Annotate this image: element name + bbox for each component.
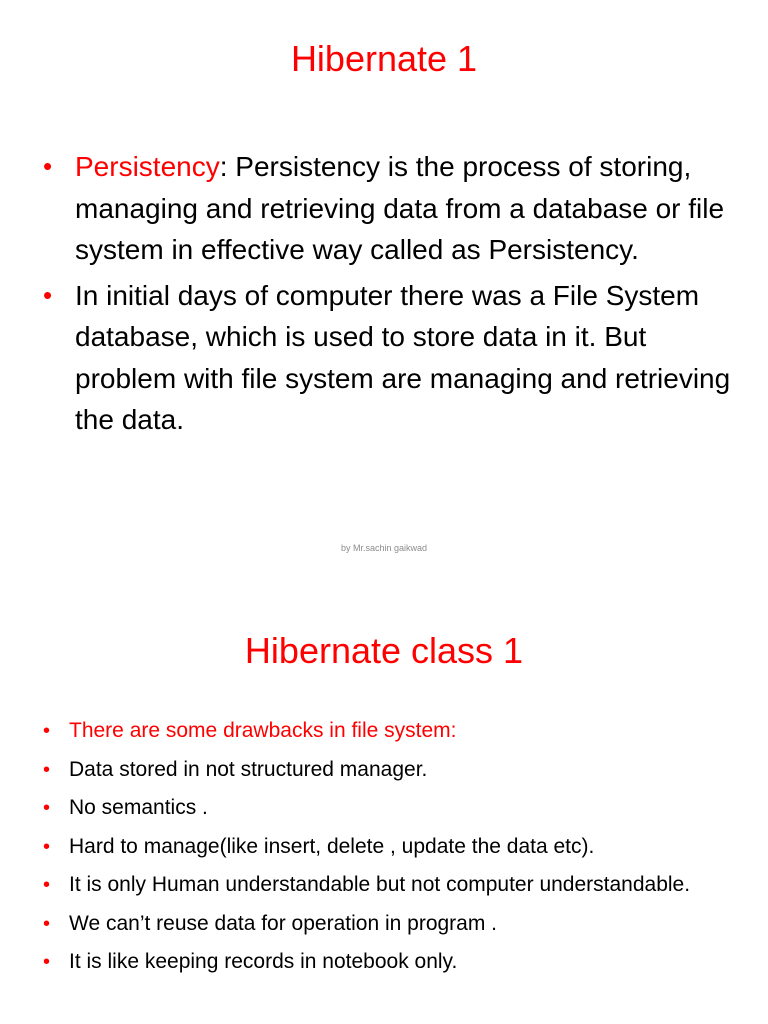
- bullet-cant-reuse: [43, 909, 749, 939]
- bullet-dot-icon: •: [43, 912, 51, 935]
- bullet-dot-icon: •: [43, 951, 51, 973]
- bullet-human-understandable: [43, 870, 749, 900]
- bullet-drawbacks-intro: [43, 716, 749, 746]
- bullet-not-structured: [43, 755, 749, 785]
- bullet-text: In initial days of computer there was a File System database, which is used to store data in it. But problem with file system are managing and retrieving the data.: [75, 279, 731, 435]
- bullet-notebook: [43, 947, 749, 977]
- bullet-dot-icon: •: [43, 874, 51, 896]
- bullet-dot-icon: •: [43, 797, 51, 819]
- bullet-dot-icon: •: [43, 835, 51, 858]
- bullet-text: No semantics .: [69, 796, 208, 819]
- bullet-list: [43, 716, 749, 986]
- bullet-file-system-history: [43, 275, 735, 441]
- slide-title: Hibernate 1: [290, 38, 478, 79]
- bullet-text: It is like keeping records in notebook only.: [69, 950, 458, 973]
- slide-footer: by Mr.sachin gaikwad: [340, 543, 428, 553]
- bullet-text: Hard to manage(like insert, delete , update the data etc).: [69, 834, 595, 858]
- bullet-dot-icon: •: [43, 279, 53, 310]
- bullet-hard-to-manage: [43, 832, 749, 862]
- bullet-dot-icon: •: [43, 151, 53, 181]
- bullet-list: [43, 146, 735, 445]
- bullet-dot-icon: •: [43, 758, 51, 781]
- slide-title: Hibernate class 1: [244, 630, 524, 671]
- bullet-text: Data stored in not structured manager.: [69, 757, 428, 781]
- bullet-text: It is only Human understandable but not computer understandable.: [69, 873, 691, 896]
- bullet-persistency: [43, 146, 735, 271]
- bullet-text: There are some drawbacks in file system:: [69, 719, 457, 742]
- bullet-no-semantics: [43, 793, 749, 823]
- bullet-dot-icon: •: [43, 720, 51, 742]
- slide-hibernate-class-1: [0, 596, 768, 1024]
- bullet-text: : Persistency is the process of storing, managing and retrieving data from a database or file system in effective way called as Persistency.: [75, 151, 725, 265]
- bullet-text: We can’t reuse data for operation in program .: [69, 911, 498, 935]
- bullet-highlight: Persistency: [75, 151, 220, 182]
